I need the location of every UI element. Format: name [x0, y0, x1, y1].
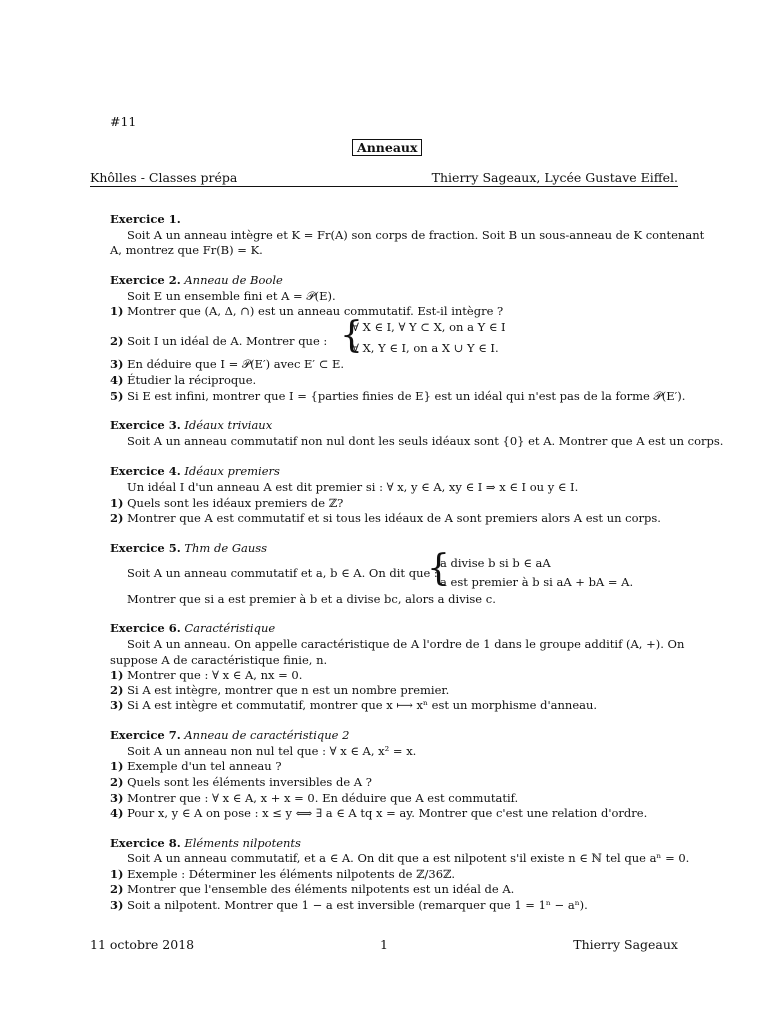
exercise-2-item-1: 1) Montrer que (A, Δ, ∩) est un anneau commutatif. Est-il intègre ?	[110, 304, 504, 318]
exercise-8-intro: Soit A un anneau commutatif, et a ∈ A. On dit que a est nilpotent s'il existe n ∈ ℕ tel que aⁿ = 0.	[127, 851, 690, 865]
exercise-2-intro: Soit E un ensemble fini et A = 𝒫(E).	[127, 289, 336, 303]
left-brace: {	[427, 548, 450, 589]
exercise-8-item-3: 3) Soit a nilpotent. Montrer que 1 − a est inversible (remarquer que 1 = 1ⁿ − aⁿ).	[110, 898, 588, 912]
sheet-number: #11	[110, 114, 137, 129]
footer-author: Thierry Sageaux	[573, 937, 678, 952]
exercise-7-title: Exercice 7. Anneau de caractéristique 2	[110, 728, 350, 742]
exercise-5-title: Exercice 5. Thm de Gauss	[110, 541, 268, 555]
exercise-2-title: Exercice 2. Anneau de Boole	[110, 273, 283, 287]
exercise-7-item-3: 3) Montrer que : ∀ x ∈ A, x + x = 0. En déduire que A est commutatif.	[110, 791, 519, 805]
exercise-2-item-4: 4) Étudier la réciproque.	[110, 373, 257, 387]
exercise-1-title: Exercice 1.	[110, 212, 181, 226]
footer-date: 11 octobre 2018	[90, 937, 195, 952]
left-brace: {	[340, 315, 363, 356]
exercise-4-title: Exercice 4. Idéaux premiers	[110, 464, 280, 478]
exercise-2-item-5: 5) Si E est infini, montrer que I = {parties finies de E} est un idéal qui n'est pas de la forme 𝒫(E′).	[110, 389, 686, 403]
exercise-7-item-1: 1) Exemple d'un tel anneau ?	[110, 759, 282, 773]
exercise-7-item-4: 4) Pour x, y ∈ A on pose : x ≤ y ⟺ ∃ a ∈ A tq x = ay. Montrer que c'est une relation d'ordre.	[110, 806, 648, 820]
exercise-7-intro: Soit A un anneau non nul tel que : ∀ x ∈ A, x² = x.	[127, 744, 417, 758]
exercise-5-outro: Montrer que si a est premier à b et a divise bc, alors a divise c.	[127, 592, 496, 606]
exercise-2-case-2: ∀ X, Y ∈ I, on a X ∪ Y ∈ I.	[352, 341, 499, 355]
page-title: Anneaux	[352, 140, 422, 155]
header-left: Khôlles - Classes prépa	[90, 170, 238, 185]
exercise-4-intro: Un idéal I d'un anneau A est dit premier si : ∀ x, y ∈ A, xy ∈ I ⇒ x ∈ I ou y ∈ I.	[127, 480, 579, 494]
exercise-1-line-2: A, montrez que Fr(B) = K.	[110, 243, 263, 257]
exercise-4-item-1: 1) Quels sont les idéaux premiers de ℤ?	[110, 496, 344, 510]
exercise-7-item-2: 2) Quels sont les éléments inversibles de A ?	[110, 775, 372, 789]
exercise-6-item-1: 1) Montrer que : ∀ x ∈ A, nx = 0.	[110, 668, 303, 682]
exercise-6-intro-1: Soit A un anneau. On appelle caractéristique de A l'ordre de 1 dans le groupe additif (A, +). On	[127, 637, 685, 651]
exercise-8-item-2: 2) Montrer que l'ensemble des éléments nilpotents est un idéal de A.	[110, 882, 515, 896]
exercise-4-item-2: 2) Montrer que A est commutatif et si tous les idéaux de A sont premiers alors A est un corps.	[110, 511, 661, 525]
exercise-3-title: Exercice 3. Idéaux triviaux	[110, 418, 273, 432]
exercise-6-intro-2: suppose A de caractéristique finie, n.	[110, 653, 328, 667]
exercise-5-case-2: a est premier à b si aA + bA = A.	[440, 575, 634, 589]
exercise-6-item-2: 2) Si A est intègre, montrer que n est un nombre premier.	[110, 683, 450, 697]
exercise-5-case-1: a divise b si b ∈ aA	[440, 556, 551, 570]
header-rule	[90, 186, 678, 187]
exercise-3-intro: Soit A un anneau commutatif non nul dont les seuls idéaux sont {0} et A. Montrer que A est un corps.	[127, 434, 724, 448]
header-right: Thierry Sageaux, Lycée Gustave Eiffel.	[431, 170, 678, 185]
exercise-2-item-2: 2) Soit I un idéal de A. Montrer que :	[110, 334, 328, 348]
exercise-2-item-3: 3) En déduire que I = 𝒫(E′) avec E′ ⊂ E.	[110, 357, 345, 371]
exercise-8-item-1: 1) Exemple : Déterminer les éléments nilpotents de ℤ/36ℤ.	[110, 867, 456, 881]
exercise-6-item-3: 3) Si A est intègre et commutatif, montrer que x ⟼ xⁿ est un morphisme d'anneau.	[110, 698, 598, 712]
exercise-8-title: Exercice 8. Eléments nilpotents	[110, 836, 301, 850]
footer-page-number: 1	[380, 937, 388, 952]
exercise-6-title: Exercice 6. Caractéristique	[110, 621, 276, 635]
exercise-1-line-1: Soit A un anneau intègre et K = Fr(A) son corps de fraction. Soit B un sous-anneau de K contenant	[127, 228, 705, 242]
exercise-2-case-1: ∀ X ∈ I, ∀ Y ⊂ X, on a Y ∈ I	[352, 320, 506, 334]
exercise-5-intro: Soit A un anneau commutatif et a, b ∈ A. On dit que :	[127, 566, 438, 580]
